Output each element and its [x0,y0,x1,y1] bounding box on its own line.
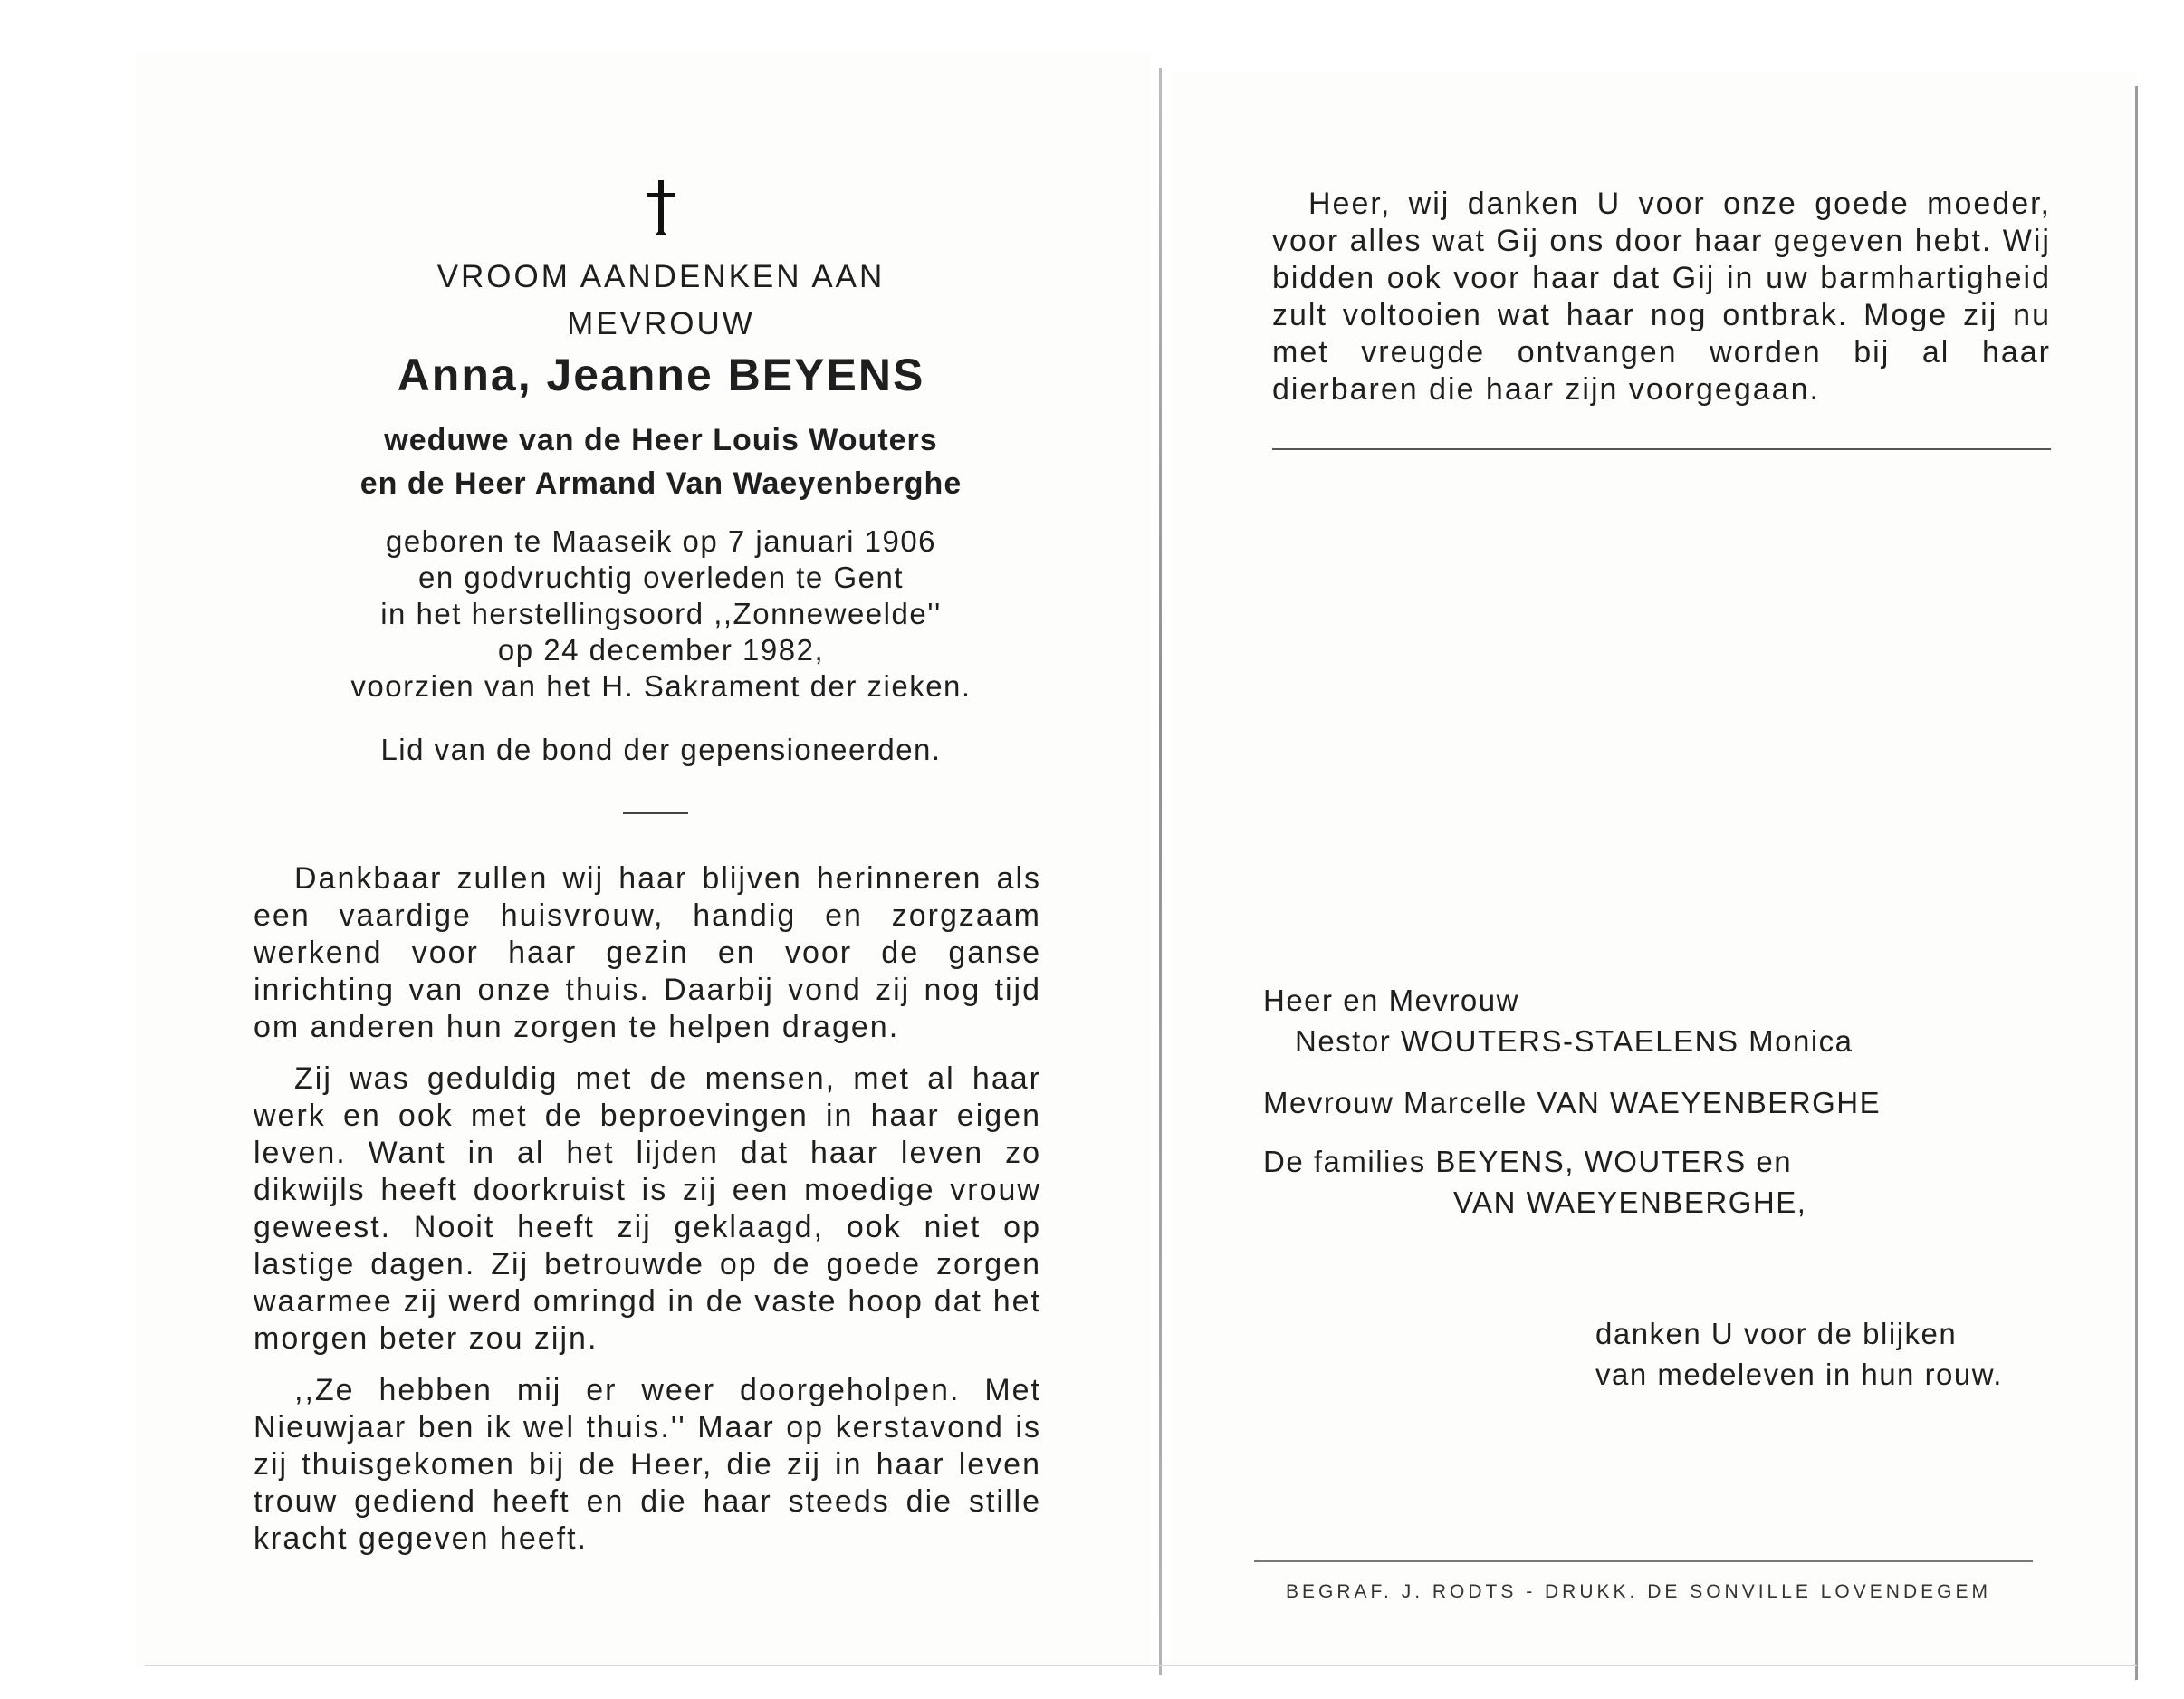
paragraph-3: ,,Ze hebben mij er weer doorgeholpen. Met Nieuwjaar ben ik wel thuis.'' Maar op kerstavond is zij thuisgekomen bij de Heer, die zij in haar leven trouw gediend heeft en die haar steeds die stille kracht gegeven heeft. [254,1373,1041,1556]
widow-line-2: en de Heer Armand Van Waeyenberghe [359,466,963,501]
family-block-2: Mevrouw Marcelle VAN WAEYENBERGHE [1263,1086,1882,1119]
paragraph-2: Zij was geduldig met de mensen, met al haar werk en ook met de beproevingen in haar eigen leven. Want in al het lijden dat haar leven zo dikwijls heeft doorkruist is zij een moedige vrouw geweest. Nooit heeft zij geklaagd, ook niet op lastige dagen. Zij betrouwde op de goede zorgen waarmee zij werd omringd in de vaste hoop dat het morgen beter zou zijn. [254,1061,1041,1356]
family-block-1 [1263,980,2078,1061]
widow-line-1: weduwe van de Heer Louis Wouters [384,423,938,457]
card-edge [2135,86,2138,1680]
card-bottom-edge [145,1665,2137,1666]
family-1-names: Nestor WOUTERS-STAELENS Monica [1295,1024,1854,1058]
divider-long [1272,448,2051,450]
death-line: en godvruchtig overleden te Gent [418,561,904,594]
sacrament-line: voorzien van het H. Sakrament der zieken. [350,669,972,703]
prayer-text: Heer, wij danken U voor onze goede moeder, voor alles wat Gij ons door haar gegeven hebt. Wij bidden ook voor haar dat Gij in uw barmhartigheid zult voltooien wat haar nog ontbrak. Moge zij nu met vreugde ontvangen worden bij al haar dierbaren die haar zijn voorgegaan. [1272,187,2051,407]
member-line: Lid van de bond der gepensioneerden. [380,733,942,766]
remembrance-text [254,860,1041,1572]
thanks-line-2: van medeleven in hun rouw. [1595,1358,2003,1391]
cross-icon [625,177,697,240]
place-line: in het herstellingsoord ,,Zonneweelde'' [380,597,942,630]
date-line: op 24 december 1982, [497,633,825,667]
deceased-name: Anna, Jeanne BEYENS [397,350,925,400]
memorial-header: VROOM AANDENKEN AAN [436,259,886,294]
divider-short [623,812,688,814]
birth-line: geboren te Maaseik op 7 januari 1906 [385,524,937,558]
family-3-line-1: De families BEYENS, WOUTERS en [1263,1145,1793,1178]
printer-credit: BEGRAF. J. RODTS - DRUKK. DE SONVILLE LOVENDEGEM [1286,1581,1991,1602]
family-block-3 [1263,1141,2078,1223]
title-mevrouw: MEVROUW [567,306,755,341]
life-details [272,523,1050,705]
family-1-title: Heer en Mevrouw [1263,984,1519,1017]
card-fold [1159,68,1162,1675]
family-3-line-2: VAN WAEYENBERGHE, [1453,1185,1807,1219]
footer-rule [1254,1560,2033,1562]
paragraph-1: Dankbaar zullen wij haar blijven herinneren als een vaardige huisvrouw, handig en zorgzaam werkend voor haar gezin en voor de ganse inrichting van onze thuis. Daarbij vond zij nog tijd om anderen hun zorgen te helpen dragen. [254,861,1041,1044]
thanks-line-1: danken U voor de blijken [1595,1317,1958,1350]
thanks-block [1595,1313,2103,1395]
